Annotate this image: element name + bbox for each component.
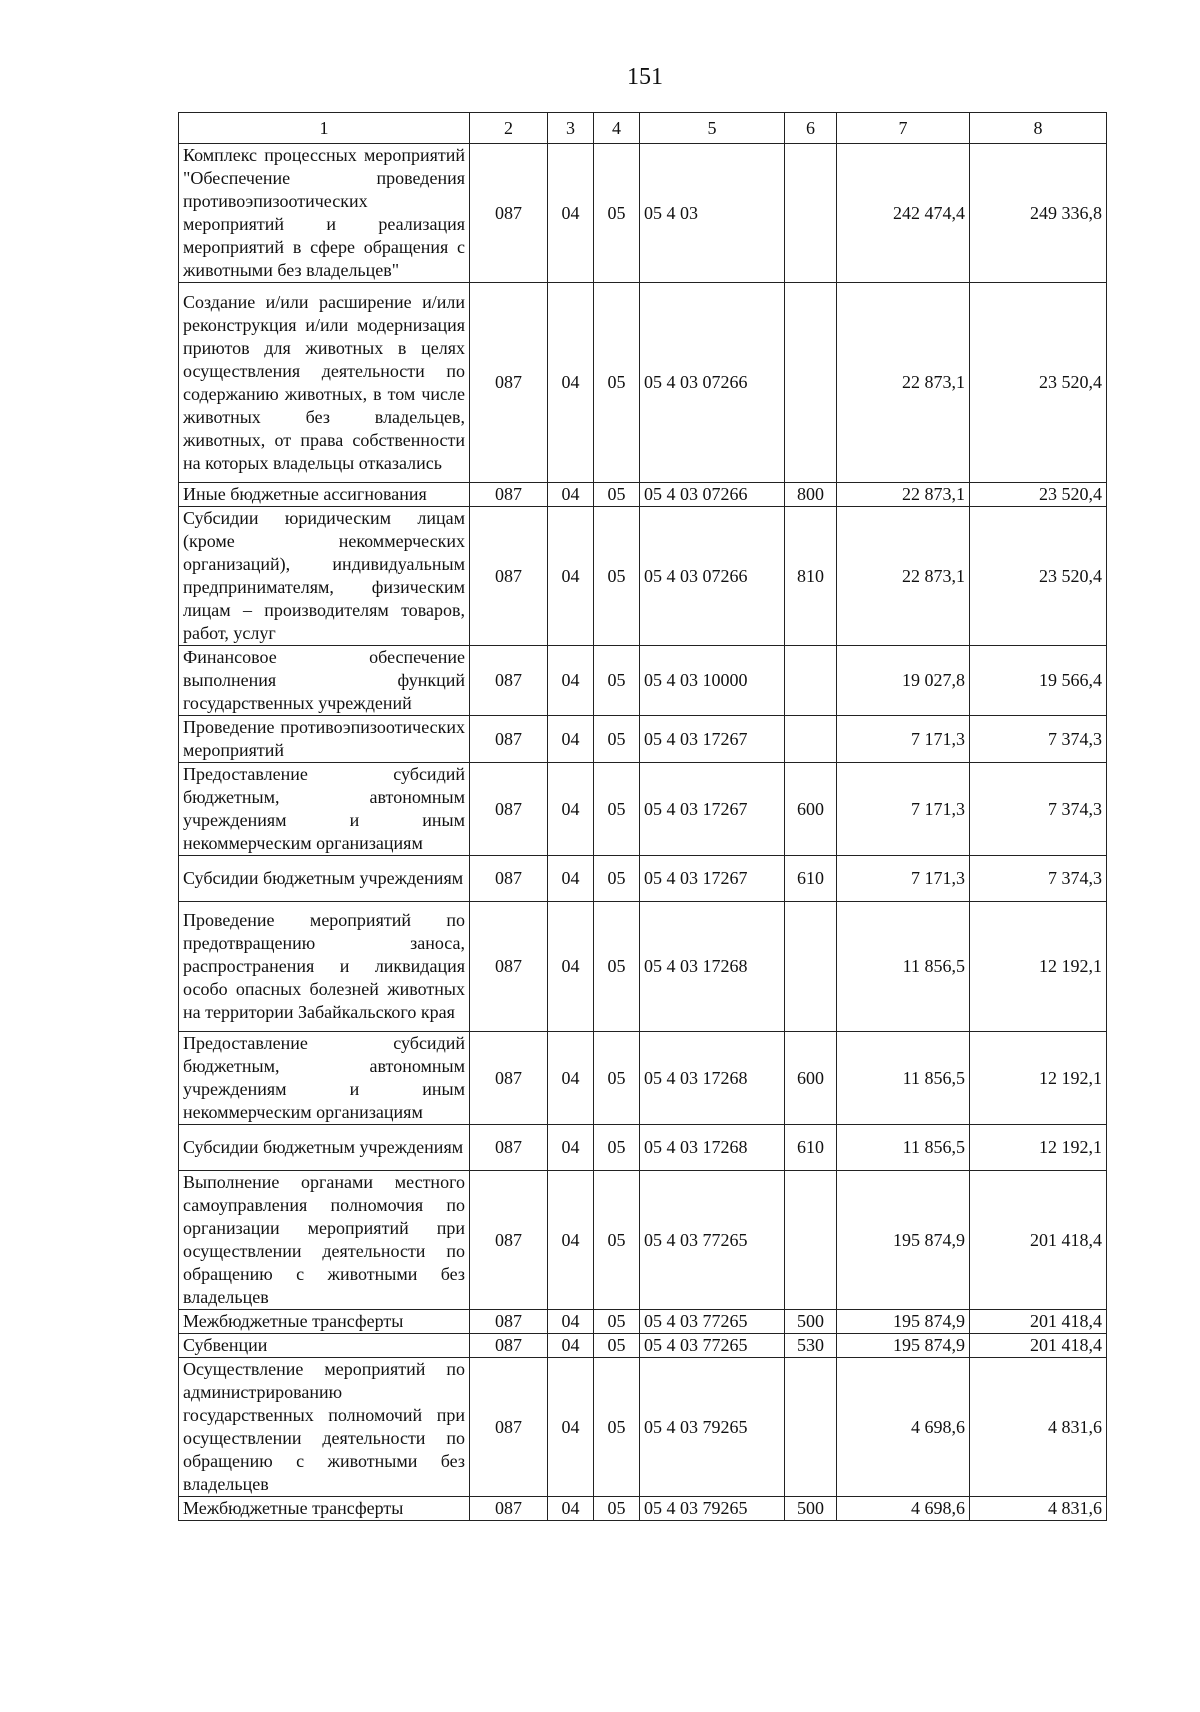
target-article-code: 05 4 03 07266 bbox=[640, 507, 785, 646]
section-code: 04 bbox=[548, 716, 594, 763]
ministry-code: 087 bbox=[470, 1310, 548, 1334]
table-row bbox=[179, 1171, 1107, 1310]
row-name: Субсидии бюджетным учреждениям bbox=[179, 1125, 470, 1171]
row-name: Субсидии юридическим лицам (кроме некоммерческих организаций), индивидуальным предпринимателям, физическим лицам – производителям товаров, работ, услуг bbox=[179, 507, 470, 646]
amount-year-1: 19 027,8 bbox=[837, 646, 970, 716]
page-number: 151 bbox=[627, 64, 663, 90]
amount-year-1: 4 698,6 bbox=[837, 1358, 970, 1497]
table-row bbox=[179, 1032, 1107, 1125]
ministry-code: 087 bbox=[470, 1171, 548, 1310]
expense-type-code bbox=[785, 1358, 837, 1497]
amount-year-1: 4 698,6 bbox=[837, 1497, 970, 1521]
amount-year-1: 22 873,1 bbox=[837, 483, 970, 507]
subsection-code: 05 bbox=[594, 483, 640, 507]
target-article-code: 05 4 03 bbox=[640, 144, 785, 283]
section-code: 04 bbox=[548, 1334, 594, 1358]
amount-year-1: 11 856,5 bbox=[837, 902, 970, 1032]
amount-year-1: 7 171,3 bbox=[837, 856, 970, 902]
table-row bbox=[179, 283, 1107, 483]
section-code: 04 bbox=[548, 1497, 594, 1521]
table-row bbox=[179, 1125, 1107, 1171]
amount-year-1: 242 474,4 bbox=[837, 144, 970, 283]
row-name: Субвенции bbox=[179, 1334, 470, 1358]
target-article-code: 05 4 03 17268 bbox=[640, 1125, 785, 1171]
target-article-code: 05 4 03 77265 bbox=[640, 1171, 785, 1310]
amount-year-1: 22 873,1 bbox=[837, 283, 970, 483]
section-code: 04 bbox=[548, 1310, 594, 1334]
expense-type-code: 530 bbox=[785, 1334, 837, 1358]
amount-year-1: 195 874,9 bbox=[837, 1171, 970, 1310]
expense-type-code bbox=[785, 144, 837, 283]
row-name: Проведение противоэпизоотических мероприятий bbox=[179, 716, 470, 763]
target-article-code: 05 4 03 17267 bbox=[640, 763, 785, 856]
header-cell: 1 bbox=[179, 113, 470, 144]
amount-year-2: 201 418,4 bbox=[970, 1334, 1107, 1358]
amount-year-2: 4 831,6 bbox=[970, 1497, 1107, 1521]
section-code: 04 bbox=[548, 1358, 594, 1497]
ministry-code: 087 bbox=[470, 1125, 548, 1171]
section-code: 04 bbox=[548, 483, 594, 507]
subsection-code: 05 bbox=[594, 1334, 640, 1358]
target-article-code: 05 4 03 79265 bbox=[640, 1497, 785, 1521]
ministry-code: 087 bbox=[470, 483, 548, 507]
ministry-code: 087 bbox=[470, 856, 548, 902]
target-article-code: 05 4 03 17268 bbox=[640, 902, 785, 1032]
ministry-code: 087 bbox=[470, 646, 548, 716]
target-article-code: 05 4 03 77265 bbox=[640, 1334, 785, 1358]
row-name: Проведение мероприятий по предотвращению заноса, распространения и ликвидация особо опасных болезней животных на территории Забайкальского края bbox=[179, 902, 470, 1032]
table-row bbox=[179, 1310, 1107, 1334]
header-cell: 4 bbox=[594, 113, 640, 144]
ministry-code: 087 bbox=[470, 1358, 548, 1497]
amount-year-1: 195 874,9 bbox=[837, 1310, 970, 1334]
table-row bbox=[179, 856, 1107, 902]
amount-year-2: 23 520,4 bbox=[970, 283, 1107, 483]
amount-year-2: 12 192,1 bbox=[970, 1032, 1107, 1125]
header-cell: 8 bbox=[970, 113, 1107, 144]
row-name: Субсидии бюджетным учреждениям bbox=[179, 856, 470, 902]
header-cell: 5 bbox=[640, 113, 785, 144]
row-name: Выполнение органами местного самоуправления полномочия по организации мероприятий при осуществлении деятельности по обращению с животными без владельцев bbox=[179, 1171, 470, 1310]
expense-type-code: 600 bbox=[785, 763, 837, 856]
expense-type-code: 610 bbox=[785, 1125, 837, 1171]
section-code: 04 bbox=[548, 1032, 594, 1125]
amount-year-2: 7 374,3 bbox=[970, 856, 1107, 902]
row-name: Финансовое обеспечение выполнения функций государственных учреждений bbox=[179, 646, 470, 716]
header-cell: 2 bbox=[470, 113, 548, 144]
amount-year-2: 4 831,6 bbox=[970, 1358, 1107, 1497]
table-row bbox=[179, 763, 1107, 856]
amount-year-2: 23 520,4 bbox=[970, 483, 1107, 507]
amount-year-2: 7 374,3 bbox=[970, 763, 1107, 856]
target-article-code: 05 4 03 17267 bbox=[640, 856, 785, 902]
row-name: Создание и/или расширение и/или реконструкция и/или модернизация приютов для животных в целях осуществления деятельности по содержанию животных, в том числе животных без владельцев, животных, от права собственности на которых владельцы отказались bbox=[179, 283, 470, 483]
subsection-code: 05 bbox=[594, 1310, 640, 1334]
amount-year-2: 249 336,8 bbox=[970, 144, 1107, 283]
subsection-code: 05 bbox=[594, 507, 640, 646]
target-article-code: 05 4 03 77265 bbox=[640, 1310, 785, 1334]
header-cell: 7 bbox=[837, 113, 970, 144]
budget-table bbox=[178, 112, 1107, 1521]
subsection-code: 05 bbox=[594, 1497, 640, 1521]
table-row bbox=[179, 902, 1107, 1032]
ministry-code: 087 bbox=[470, 1497, 548, 1521]
row-name: Комплекс процессных мероприятий "Обеспечение проведения противоэпизоотических мероприятий и реализация мероприятий в сфере обращения с животными без владельцев" bbox=[179, 144, 470, 283]
amount-year-1: 7 171,3 bbox=[837, 716, 970, 763]
target-article-code: 05 4 03 07266 bbox=[640, 283, 785, 483]
row-name: Предоставление субсидий бюджетным, автономным учреждениям и иным некоммерческим организациям bbox=[179, 763, 470, 856]
subsection-code: 05 bbox=[594, 283, 640, 483]
ministry-code: 087 bbox=[470, 507, 548, 646]
target-article-code: 05 4 03 17267 bbox=[640, 716, 785, 763]
ministry-code: 087 bbox=[470, 1334, 548, 1358]
amount-year-1: 7 171,3 bbox=[837, 763, 970, 856]
ministry-code: 087 bbox=[470, 1032, 548, 1125]
amount-year-1: 11 856,5 bbox=[837, 1032, 970, 1125]
row-name: Предоставление субсидий бюджетным, автономным учреждениям и иным некоммерческим организациям bbox=[179, 1032, 470, 1125]
expense-type-code: 600 bbox=[785, 1032, 837, 1125]
table-row bbox=[179, 1497, 1107, 1521]
header-cell: 6 bbox=[785, 113, 837, 144]
row-name: Иные бюджетные ассигнования bbox=[179, 483, 470, 507]
expense-type-code bbox=[785, 646, 837, 716]
subsection-code: 05 bbox=[594, 716, 640, 763]
amount-year-2: 12 192,1 bbox=[970, 902, 1107, 1032]
expense-type-code bbox=[785, 716, 837, 763]
table-row bbox=[179, 716, 1107, 763]
subsection-code: 05 bbox=[594, 1358, 640, 1497]
subsection-code: 05 bbox=[594, 763, 640, 856]
table-row bbox=[179, 646, 1107, 716]
ministry-code: 087 bbox=[470, 763, 548, 856]
section-code: 04 bbox=[548, 902, 594, 1032]
subsection-code: 05 bbox=[594, 646, 640, 716]
row-name: Межбюджетные трансферты bbox=[179, 1310, 470, 1334]
ministry-code: 087 bbox=[470, 902, 548, 1032]
target-article-code: 05 4 03 79265 bbox=[640, 1358, 785, 1497]
amount-year-1: 11 856,5 bbox=[837, 1125, 970, 1171]
subsection-code: 05 bbox=[594, 1032, 640, 1125]
amount-year-2: 12 192,1 bbox=[970, 1125, 1107, 1171]
expense-type-code: 800 bbox=[785, 483, 837, 507]
amount-year-2: 7 374,3 bbox=[970, 716, 1107, 763]
section-code: 04 bbox=[548, 1171, 594, 1310]
target-article-code: 05 4 03 07266 bbox=[640, 483, 785, 507]
row-name: Межбюджетные трансферты bbox=[179, 1497, 470, 1521]
subsection-code: 05 bbox=[594, 1125, 640, 1171]
table-row bbox=[179, 507, 1107, 646]
expense-type-code: 810 bbox=[785, 507, 837, 646]
header-row bbox=[179, 113, 1107, 144]
section-code: 04 bbox=[548, 1125, 594, 1171]
subsection-code: 05 bbox=[594, 902, 640, 1032]
section-code: 04 bbox=[548, 144, 594, 283]
target-article-code: 05 4 03 17268 bbox=[640, 1032, 785, 1125]
amount-year-2: 23 520,4 bbox=[970, 507, 1107, 646]
amount-year-2: 19 566,4 bbox=[970, 646, 1107, 716]
table-row bbox=[179, 483, 1107, 507]
header-cell: 3 bbox=[548, 113, 594, 144]
section-code: 04 bbox=[548, 763, 594, 856]
ministry-code: 087 bbox=[470, 283, 548, 483]
amount-year-2: 201 418,4 bbox=[970, 1171, 1107, 1310]
subsection-code: 05 bbox=[594, 144, 640, 283]
section-code: 04 bbox=[548, 856, 594, 902]
subsection-code: 05 bbox=[594, 856, 640, 902]
amount-year-2: 201 418,4 bbox=[970, 1310, 1107, 1334]
amount-year-1: 195 874,9 bbox=[837, 1334, 970, 1358]
expense-type-code: 610 bbox=[785, 856, 837, 902]
ministry-code: 087 bbox=[470, 144, 548, 283]
table-row bbox=[179, 1334, 1107, 1358]
amount-year-1: 22 873,1 bbox=[837, 507, 970, 646]
table-row bbox=[179, 1358, 1107, 1497]
table-row bbox=[179, 144, 1107, 283]
expense-type-code bbox=[785, 1171, 837, 1310]
ministry-code: 087 bbox=[470, 716, 548, 763]
expense-type-code bbox=[785, 283, 837, 483]
expense-type-code: 500 bbox=[785, 1310, 837, 1334]
expense-type-code bbox=[785, 902, 837, 1032]
target-article-code: 05 4 03 10000 bbox=[640, 646, 785, 716]
section-code: 04 bbox=[548, 507, 594, 646]
section-code: 04 bbox=[548, 283, 594, 483]
subsection-code: 05 bbox=[594, 1171, 640, 1310]
row-name: Осуществление мероприятий по администрированию государственных полномочий при осуществлении деятельности по обращению с животными без владельцев bbox=[179, 1358, 470, 1497]
expense-type-code: 500 bbox=[785, 1497, 837, 1521]
section-code: 04 bbox=[548, 646, 594, 716]
